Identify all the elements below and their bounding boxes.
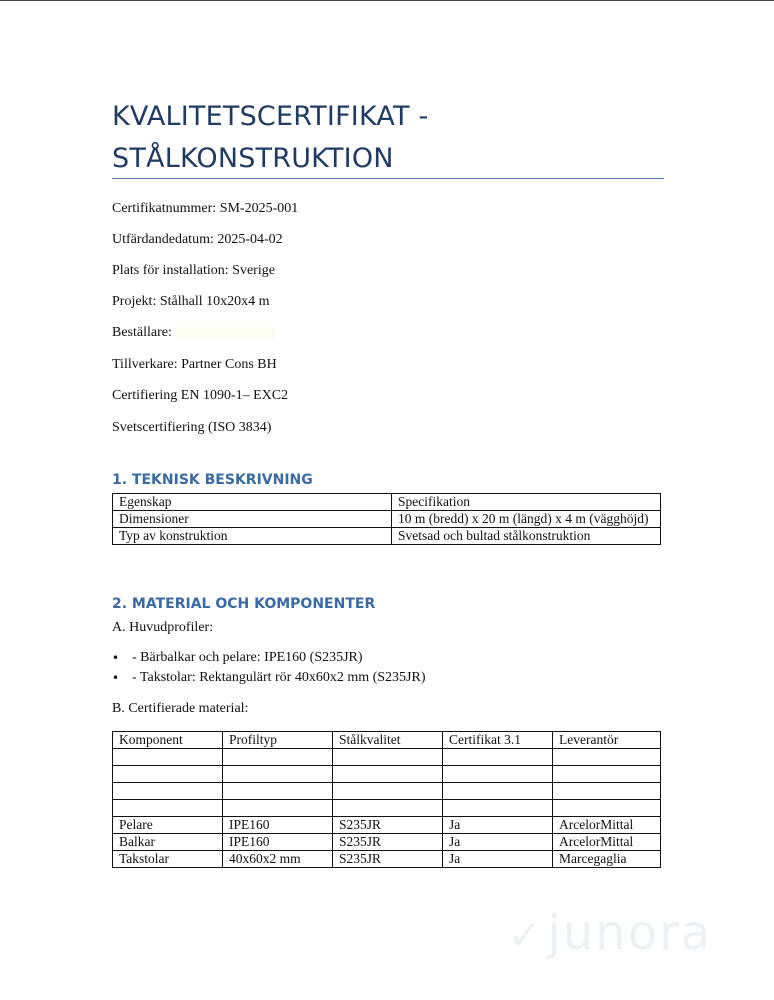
watermark-check-icon: ✓ bbox=[508, 913, 544, 959]
table-cell: Dimensioner bbox=[113, 511, 392, 528]
table-cell bbox=[553, 766, 661, 783]
table-cell bbox=[113, 766, 223, 783]
table-cell: Pelare bbox=[113, 817, 223, 834]
certified-materials-table bbox=[112, 731, 661, 868]
table-header-cell: Komponent bbox=[113, 732, 223, 749]
table-cell: ArcelorMittal bbox=[553, 834, 661, 851]
table-header-cell: Stålkvalitet bbox=[333, 732, 443, 749]
table-row bbox=[113, 511, 661, 528]
table-header-cell: Certifikat 3.1 bbox=[443, 732, 553, 749]
table-cell bbox=[113, 783, 223, 800]
table-cell bbox=[223, 800, 333, 817]
main-profiles-label: A. Huvudprofiler: bbox=[112, 620, 214, 635]
customer-label: Beställare: bbox=[112, 325, 172, 340]
table-cell bbox=[443, 800, 553, 817]
table-header-cell: Specifikation bbox=[392, 494, 661, 511]
table-cell: Ja bbox=[443, 817, 553, 834]
table-cell bbox=[443, 749, 553, 766]
table-cell bbox=[553, 749, 661, 766]
document-title-line-2: STÅLKONSTRUKTION bbox=[112, 143, 394, 174]
table-cell bbox=[333, 749, 443, 766]
table-row bbox=[113, 783, 661, 800]
certification: Certifiering EN 1090-1– EXC2 bbox=[112, 388, 289, 403]
table-header-row bbox=[113, 494, 661, 511]
section-2-heading: 2. MATERIAL OCH KOMPONENTER bbox=[112, 596, 376, 612]
table-header-row bbox=[113, 732, 661, 749]
main-profiles-list bbox=[112, 648, 426, 688]
table-header-cell: Profiltyp bbox=[223, 732, 333, 749]
table-cell bbox=[223, 749, 333, 766]
table-cell bbox=[333, 783, 443, 800]
list-item-text: - Bärbalkar och pelare: IPE160 (S235JR) bbox=[132, 650, 363, 665]
table-cell: S235JR bbox=[333, 834, 443, 851]
table-cell bbox=[223, 766, 333, 783]
issue-date: Utfärdandedatum: 2025-04-02 bbox=[112, 232, 283, 247]
table-cell bbox=[553, 783, 661, 800]
table-cell: Ja bbox=[443, 851, 553, 868]
table-cell: S235JR bbox=[333, 851, 443, 868]
table-row bbox=[113, 766, 661, 783]
project: Projekt: Stålhall 10x20x4 m bbox=[112, 294, 270, 309]
table-cell: IPE160 bbox=[223, 817, 333, 834]
certified-materials-label: B. Certifierade material: bbox=[112, 701, 249, 716]
document-title bbox=[112, 96, 664, 180]
list-item bbox=[112, 648, 426, 668]
table-cell: S235JR bbox=[333, 817, 443, 834]
watermark-text: junora bbox=[547, 905, 713, 961]
table-cell: Marcegaglia bbox=[553, 851, 661, 868]
table-cell: 10 m (bredd) x 20 m (längd) x 4 m (vägghöjd) bbox=[392, 511, 661, 528]
installation-location: Plats för installation: Sverige bbox=[112, 263, 275, 278]
table-row bbox=[113, 749, 661, 766]
table-cell bbox=[553, 800, 661, 817]
table-cell: Typ av konstruktion bbox=[113, 528, 392, 545]
table-cell bbox=[333, 766, 443, 783]
table-header-cell: Leverantör bbox=[553, 732, 661, 749]
table-cell: Takstolar bbox=[113, 851, 223, 868]
table-cell bbox=[333, 800, 443, 817]
table-row bbox=[113, 528, 661, 545]
table-cell bbox=[443, 783, 553, 800]
page-top-border bbox=[0, 0, 774, 1]
certificate-number: Certifikatnummer: SM-2025-001 bbox=[112, 201, 299, 216]
section-1-heading: 1. TEKNISK BESKRIVNING bbox=[112, 472, 313, 488]
table-cell: ArcelorMittal bbox=[553, 817, 661, 834]
bullet-icon: • bbox=[112, 651, 120, 665]
table-row bbox=[113, 800, 661, 817]
table-cell: Svetsad och bultad stålkonstruktion bbox=[392, 528, 661, 545]
table-cell bbox=[223, 783, 333, 800]
customer bbox=[112, 324, 275, 342]
list-item-text: - Takstolar: Rektangulärt rör 40x60x2 mm (S235JR) bbox=[132, 670, 426, 685]
table-header-cell: Egenskap bbox=[113, 494, 392, 511]
table-cell: IPE160 bbox=[223, 834, 333, 851]
table-row bbox=[113, 834, 661, 851]
technical-description-table bbox=[112, 493, 661, 545]
customer-redacted-value bbox=[175, 327, 275, 339]
table-cell bbox=[113, 749, 223, 766]
table-cell bbox=[443, 766, 553, 783]
manufacturer: Tillverkare: Partner Cons BH bbox=[112, 357, 277, 372]
list-item bbox=[112, 668, 426, 688]
table-cell: 40x60x2 mm bbox=[223, 851, 333, 868]
watermark bbox=[508, 905, 712, 961]
table-cell: Balkar bbox=[113, 834, 223, 851]
table-row bbox=[113, 851, 661, 868]
table-row bbox=[113, 817, 661, 834]
table-cell: Ja bbox=[443, 834, 553, 851]
table-cell bbox=[113, 800, 223, 817]
document-title-line-1: KVALITETSCERTIFIKAT - bbox=[112, 101, 429, 132]
title-underline bbox=[112, 178, 664, 179]
welding-certification: Svetscertifiering (ISO 3834) bbox=[112, 420, 272, 435]
bullet-icon: • bbox=[112, 671, 120, 685]
